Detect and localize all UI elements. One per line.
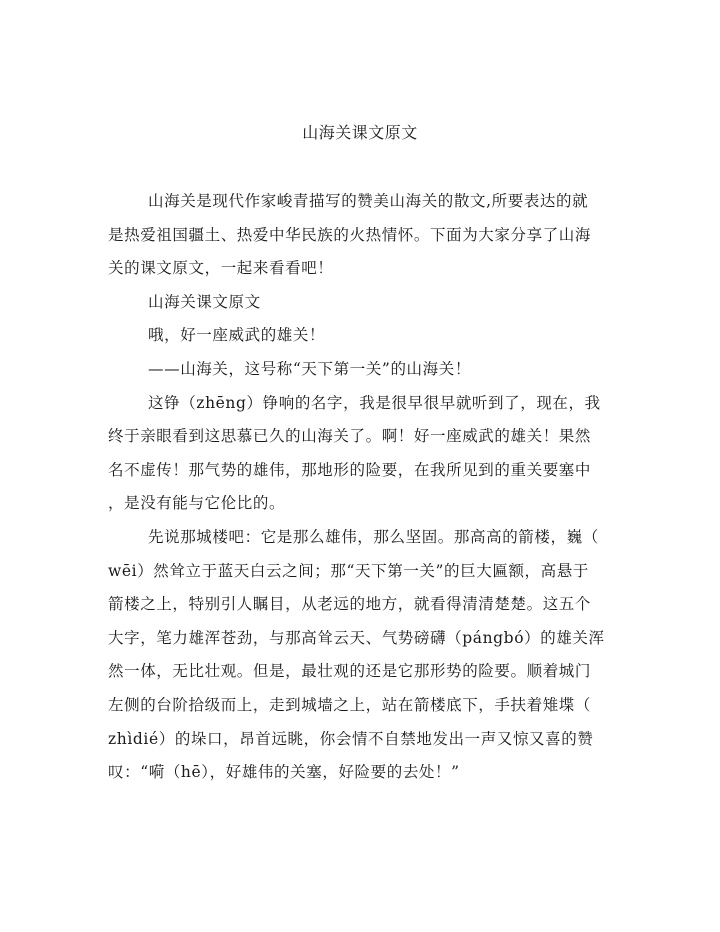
paragraph-line: zhìdié）的垛口，昂首远眺，你会情不自禁地发出一声又惊又喜的赞 bbox=[108, 729, 594, 748]
paragraph-line: ——山海关，这号称“天下第一关”的山海关！ bbox=[148, 359, 471, 378]
paragraph-line: 先说那城楼吧：它是那么雄伟，那么坚固。那高高的箭楼，巍（ bbox=[148, 527, 599, 546]
paragraph-line: 叹：“嗬（hē），好雄伟的关塞，好险要的去处！” bbox=[108, 763, 460, 782]
paragraph-line: 这铮（zhēng）铮响的名字，我是很早很早就听到了，现在，我 bbox=[148, 393, 601, 412]
paragraph-line: 哦，好一座威武的雄关！ bbox=[148, 326, 326, 345]
paragraph-line: ，是没有能与它伦比的。 bbox=[108, 494, 286, 513]
paragraph-line: 箭楼之上，特别引人瞩目，从老远的地方，就看得清清楚楚。这五个 bbox=[108, 595, 592, 614]
document-body bbox=[108, 185, 608, 790]
paragraph-line: 大字，笔力雄浑苍劲，与那高耸云天、气势磅礴（pángbó）的雄关浑 bbox=[108, 628, 605, 647]
paragraph-line: 名不虚传！那气势的雄伟，那地形的险要，在我所见到的重关要塞中 bbox=[108, 460, 592, 479]
document-title: 山海关课文原文 bbox=[302, 123, 418, 142]
paragraph-line: 关的课文原文，一起来看看吧！ bbox=[108, 259, 334, 278]
paragraph-line: 左侧的台阶拾级而上，走到城墙之上，站在箭楼底下，手扶着雉堞（ bbox=[108, 695, 592, 714]
paragraph-line: 终于亲眼看到这思慕已久的山海关了。啊！好一座威武的雄关！果然 bbox=[108, 427, 592, 446]
section-heading: 山海关课文原文 bbox=[148, 292, 261, 311]
paragraph-line: wēi）然耸立于蓝天白云之间；那“天下第一关”的巨大匾额，高悬于 bbox=[108, 561, 589, 580]
paragraph-line: 是热爱祖国疆土、热爱中华民族的火热情怀。下面为大家分享了山海 bbox=[108, 225, 592, 244]
paragraph-line: 然一体，无比壮观。但是，最壮观的还是它那形势的险要。顺着城门 bbox=[108, 662, 592, 681]
paragraph-line: 山海关是现代作家峻青描写的赞美山海关的散文,所要表达的就 bbox=[148, 192, 589, 210]
